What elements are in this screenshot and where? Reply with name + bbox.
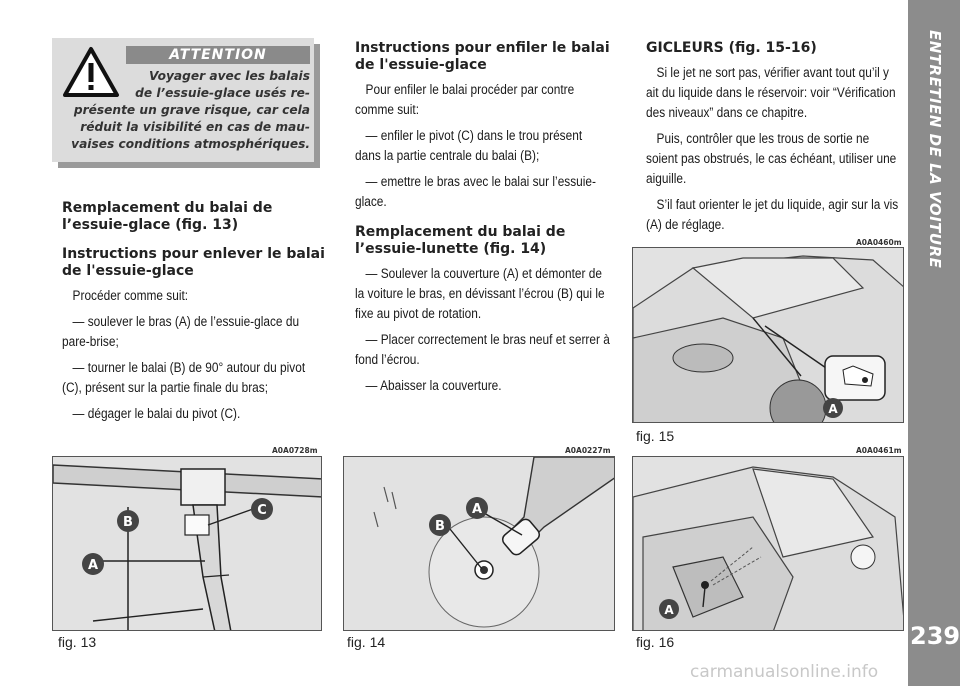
section-sidebar	[908, 0, 960, 686]
figure-label: fig. 14	[347, 634, 386, 650]
heading-replace-wiper: Remplacement du balai de l’essuie-glace (fig. 13)	[62, 200, 273, 233]
paragraph: Pour enfiler le balai procéder par contre comme suit:	[355, 82, 575, 117]
heading-replace-rear-wiper: Remplacement du balai de l’essuie-lunette (fig. 14)	[355, 224, 566, 257]
figure-label: fig. 13	[58, 634, 97, 650]
section-title: ENTRETIEN DE LA VOITURE	[926, 30, 944, 269]
warning-text: Voyager avec les balais de l’essuie-glace usés re- présente un grave risque, car cela réduit la visibilité en cas de mau- vaises conditions atmosphériques.	[71, 69, 310, 151]
paragraph: — dégager le balai du pivot (C).	[72, 406, 241, 421]
heading-nozzles: GICLEURS (fig. 15-16)	[646, 40, 817, 56]
figure-code: A0A0227m	[565, 446, 611, 455]
figure-16	[632, 456, 904, 631]
paragraph: — Soulever la couverture (A) et démonter de la voiture le bras, en dévissant l’écrou (B) qui le fixe au pivot de rotation.	[355, 266, 605, 321]
svg-text:A: A	[664, 603, 674, 617]
heading-fit-wiper: Instructions pour enfiler le balai de l'essuie-glace	[355, 40, 610, 73]
figure-label: fig. 15	[636, 428, 675, 444]
paragraph: — emettre le bras avec le balai sur l’essuie-glace.	[355, 174, 596, 209]
column-2	[355, 40, 645, 402]
paragraph: Si le jet ne sort pas, vérifier avant tout qu’il y ait du liquide dans le réservoir: voir “Vérification des niveaux” dans ce chapitre.	[646, 65, 896, 120]
paragraph: S’il faut orienter le jet du liquide, agir sur la vis (A) de réglage.	[646, 197, 899, 232]
figure-label: fig. 16	[636, 634, 675, 650]
svg-text:B: B	[123, 515, 133, 530]
svg-text:C: C	[257, 503, 267, 518]
paragraph: — enfiler le pivot (C) dans le trou présent dans la partie centrale du balai (B);	[355, 128, 583, 163]
rear-wiper-illustration	[344, 457, 615, 631]
rear-car-illustration	[633, 457, 904, 631]
paragraph: Procéder comme suit:	[72, 288, 189, 303]
svg-text:B: B	[435, 519, 445, 534]
column-3	[646, 40, 902, 241]
page-number: 239	[910, 622, 960, 650]
warning-box	[52, 38, 320, 168]
paragraph: — Abaisser la couverture.	[365, 378, 502, 393]
column-1	[62, 200, 352, 430]
figure-15	[632, 247, 904, 423]
wiper-blade-illustration	[53, 457, 322, 631]
paragraph: Puis, contrôler que les trous de sortie ne soient pas obstrués, le cas échéant, utiliser une aiguille.	[646, 131, 897, 186]
svg-text:A: A	[87, 558, 99, 573]
watermark: carmanualsonline.info	[690, 662, 879, 682]
paragraph: — soulever le bras (A) de l’essuie-glace du pare-brise;	[62, 314, 300, 349]
svg-text:A: A	[828, 402, 838, 416]
paragraph: — tourner le balai (B) de 90° autour du pivot (C), présent sur la partie finale du bras;	[62, 360, 306, 395]
figure-code: A0A0728m	[272, 446, 318, 455]
heading-remove-wiper: Instructions pour enlever le balai de l'essuie-glace	[62, 246, 325, 279]
front-car-illustration	[633, 248, 904, 423]
svg-text:A: A	[471, 502, 483, 517]
paragraph: — Placer correctement le bras neuf et serrer à fond l’écrou.	[355, 332, 610, 367]
figure-code: A0A0460m	[856, 238, 902, 247]
figure-13	[52, 456, 322, 631]
figure-14	[343, 456, 615, 631]
figure-code: A0A0461m	[856, 446, 902, 455]
warning-title: ATTENTION	[126, 46, 310, 64]
